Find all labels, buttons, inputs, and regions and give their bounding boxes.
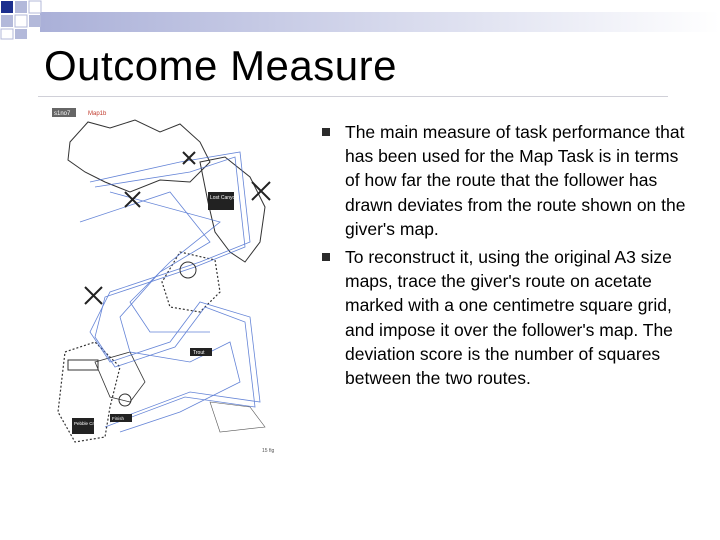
bullet-list bbox=[318, 120, 688, 394]
bullet-item bbox=[318, 120, 688, 241]
top-band bbox=[40, 12, 720, 32]
corner-square-dark bbox=[1, 1, 13, 13]
map-box-lost-canyon-label: Lost Canyon bbox=[210, 195, 239, 201]
map-box-trout-label: Trout bbox=[193, 350, 205, 356]
map-header-label: Map1b bbox=[88, 111, 107, 117]
bullet-text: The main measure of task performance that has been used for the Map Task is in terms of how far the route that the follower has drawn deviates from the route shown on the giver's map. bbox=[345, 122, 686, 239]
map-header-box-label: s1no7 bbox=[54, 111, 71, 117]
map-box-pebble-creek-label: Pebble Creek bbox=[74, 421, 102, 426]
map-figure bbox=[50, 102, 300, 458]
corner-decoration bbox=[0, 0, 720, 40]
title-divider bbox=[38, 96, 668, 97]
map-scale-label: 15 fig bbox=[262, 448, 275, 454]
map-box-finish-label: Finish bbox=[112, 416, 125, 421]
bullet-square-icon bbox=[322, 253, 330, 261]
bullet-square-icon bbox=[322, 128, 330, 136]
slide-title: Outcome Measure bbox=[44, 42, 397, 89]
bullet-text: To reconstruct it, using the original A3 size maps, trace the giver's route on acetate marked with a one centimetre square grid, and impose it over the follower's map. The deviation score is the number of squares between the two routes. bbox=[345, 247, 673, 389]
bullet-item bbox=[318, 245, 688, 390]
